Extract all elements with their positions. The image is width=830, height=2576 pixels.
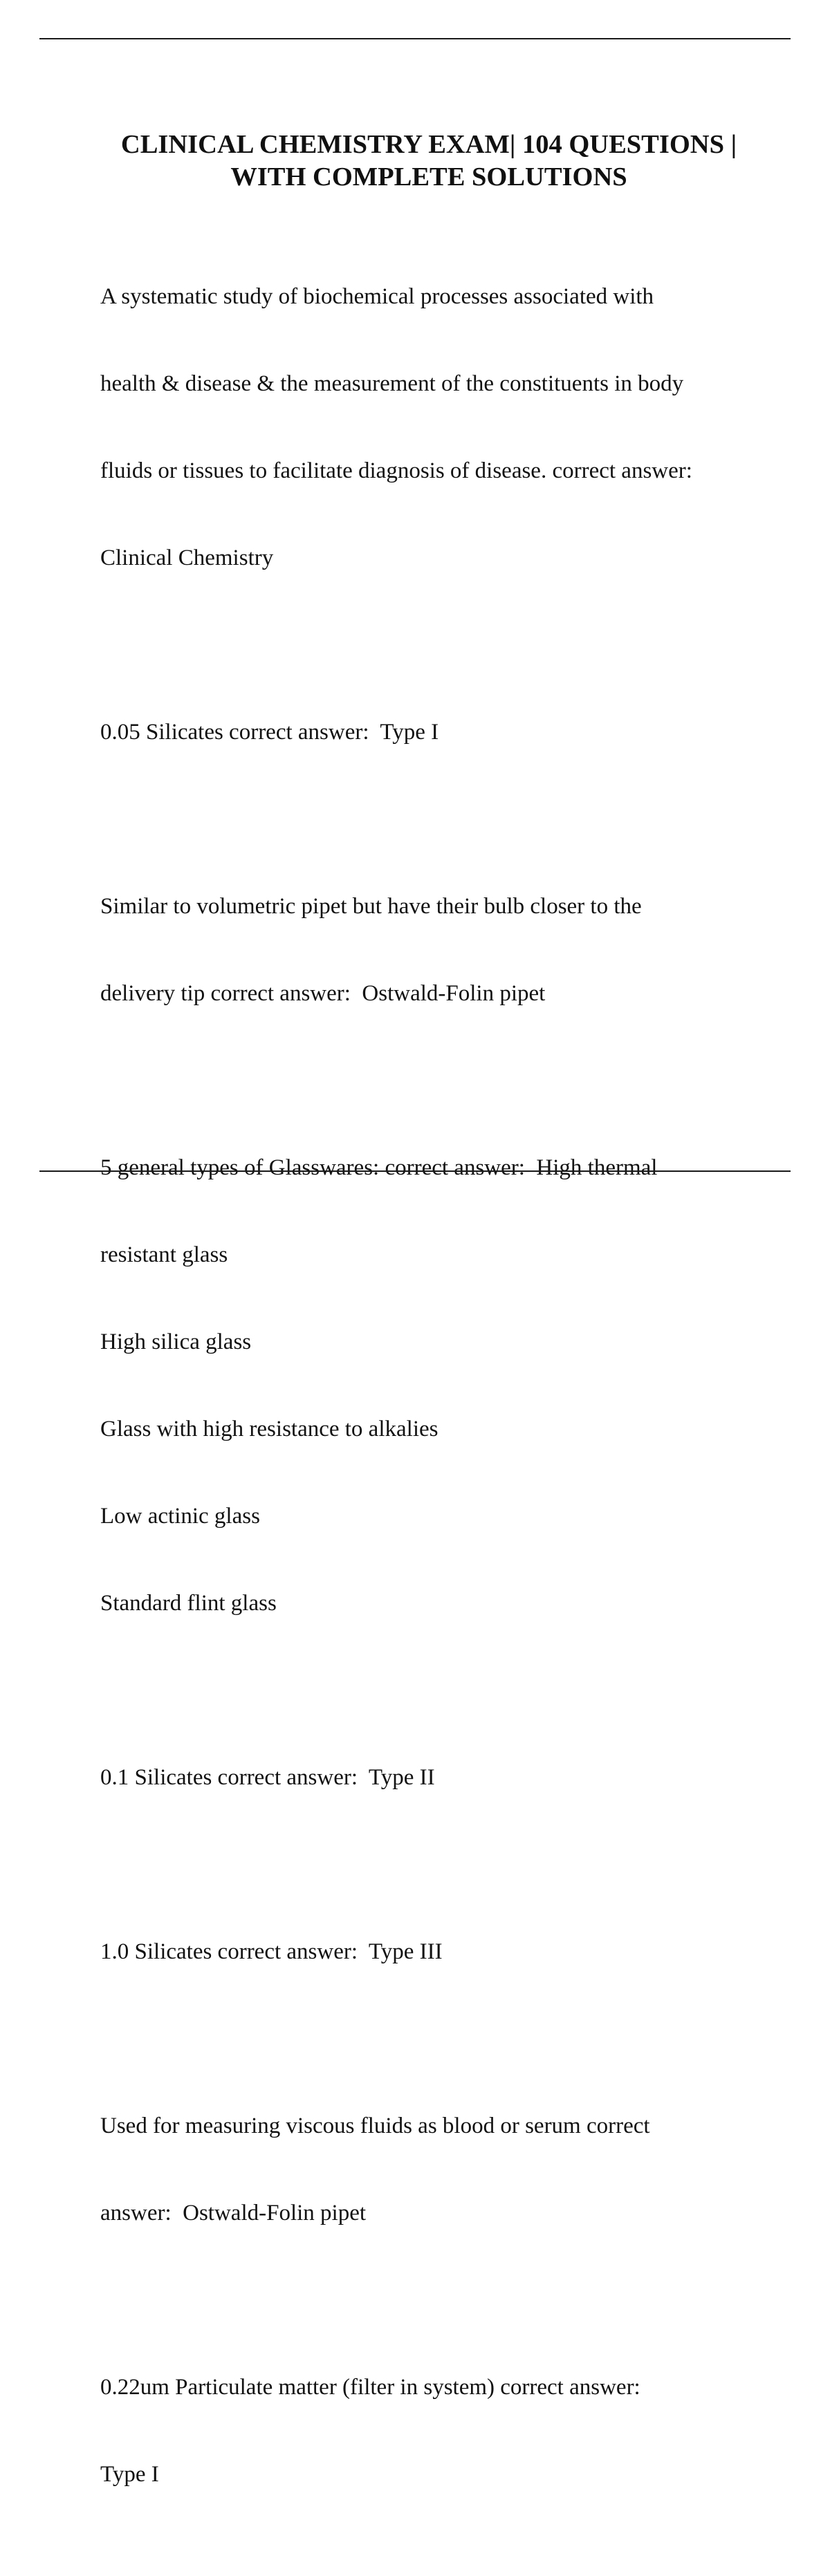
question-line: health & disease & the measurement of the constituents in body	[100, 371, 684, 396]
question-line: resistant glass	[100, 1242, 228, 1267]
document-page	[100, 129, 757, 2576]
question-line: 1.0 Silicates correct answer: Type III	[100, 1939, 443, 1964]
question-item	[100, 834, 757, 1066]
title-line: WITH COMPLETE SOLUTIONS	[230, 162, 627, 192]
question-line: Clinical Chemistry	[100, 545, 274, 570]
question-item	[100, 660, 757, 805]
question-line: fluids or tissues to facilitate diagnosis of disease. correct answer:	[100, 458, 692, 483]
document-title	[100, 129, 757, 194]
question-line: Standard flint glass	[100, 1591, 277, 1616]
bottom-divider	[39, 1170, 791, 1172]
question-item	[100, 224, 757, 631]
question-item	[100, 2053, 757, 2286]
question-item	[100, 2315, 757, 2547]
question-line: Type I	[100, 2462, 159, 2487]
question-line: delivery tip correct answer: Ostwald-Folin pipet	[100, 981, 546, 1006]
question-line: Similar to volumetric pipet but have their bulb closer to the	[100, 894, 642, 919]
question-line: 0.05 Silicates correct answer: Type I	[100, 720, 439, 745]
question-line: 0.1 Silicates correct answer: Type II	[100, 1765, 435, 1790]
question-line: answer: Ostwald-Folin pipet	[100, 2201, 367, 2225]
question-item	[100, 1879, 757, 2024]
question-line: A systematic study of biochemical processes associated with	[100, 284, 654, 309]
question-item	[100, 1705, 757, 1850]
question-line: High silica glass	[100, 1329, 252, 1354]
title-line: CLINICAL CHEMISTRY EXAM| 104 QUESTIONS |	[120, 130, 737, 159]
question-item	[100, 1095, 757, 1676]
question-line: Low actinic glass	[100, 1504, 260, 1529]
question-line: 0.22um Particulate matter (filter in system) correct answer:	[100, 2375, 640, 2400]
question-list	[100, 224, 757, 2547]
top-divider	[39, 38, 791, 39]
question-line: 5 general types of Glasswares: correct answer: High thermal	[100, 1155, 658, 1180]
question-line: Used for measuring viscous fluids as blood or serum correct	[100, 2113, 650, 2138]
question-line: Glass with high resistance to alkalies	[100, 1417, 439, 1441]
